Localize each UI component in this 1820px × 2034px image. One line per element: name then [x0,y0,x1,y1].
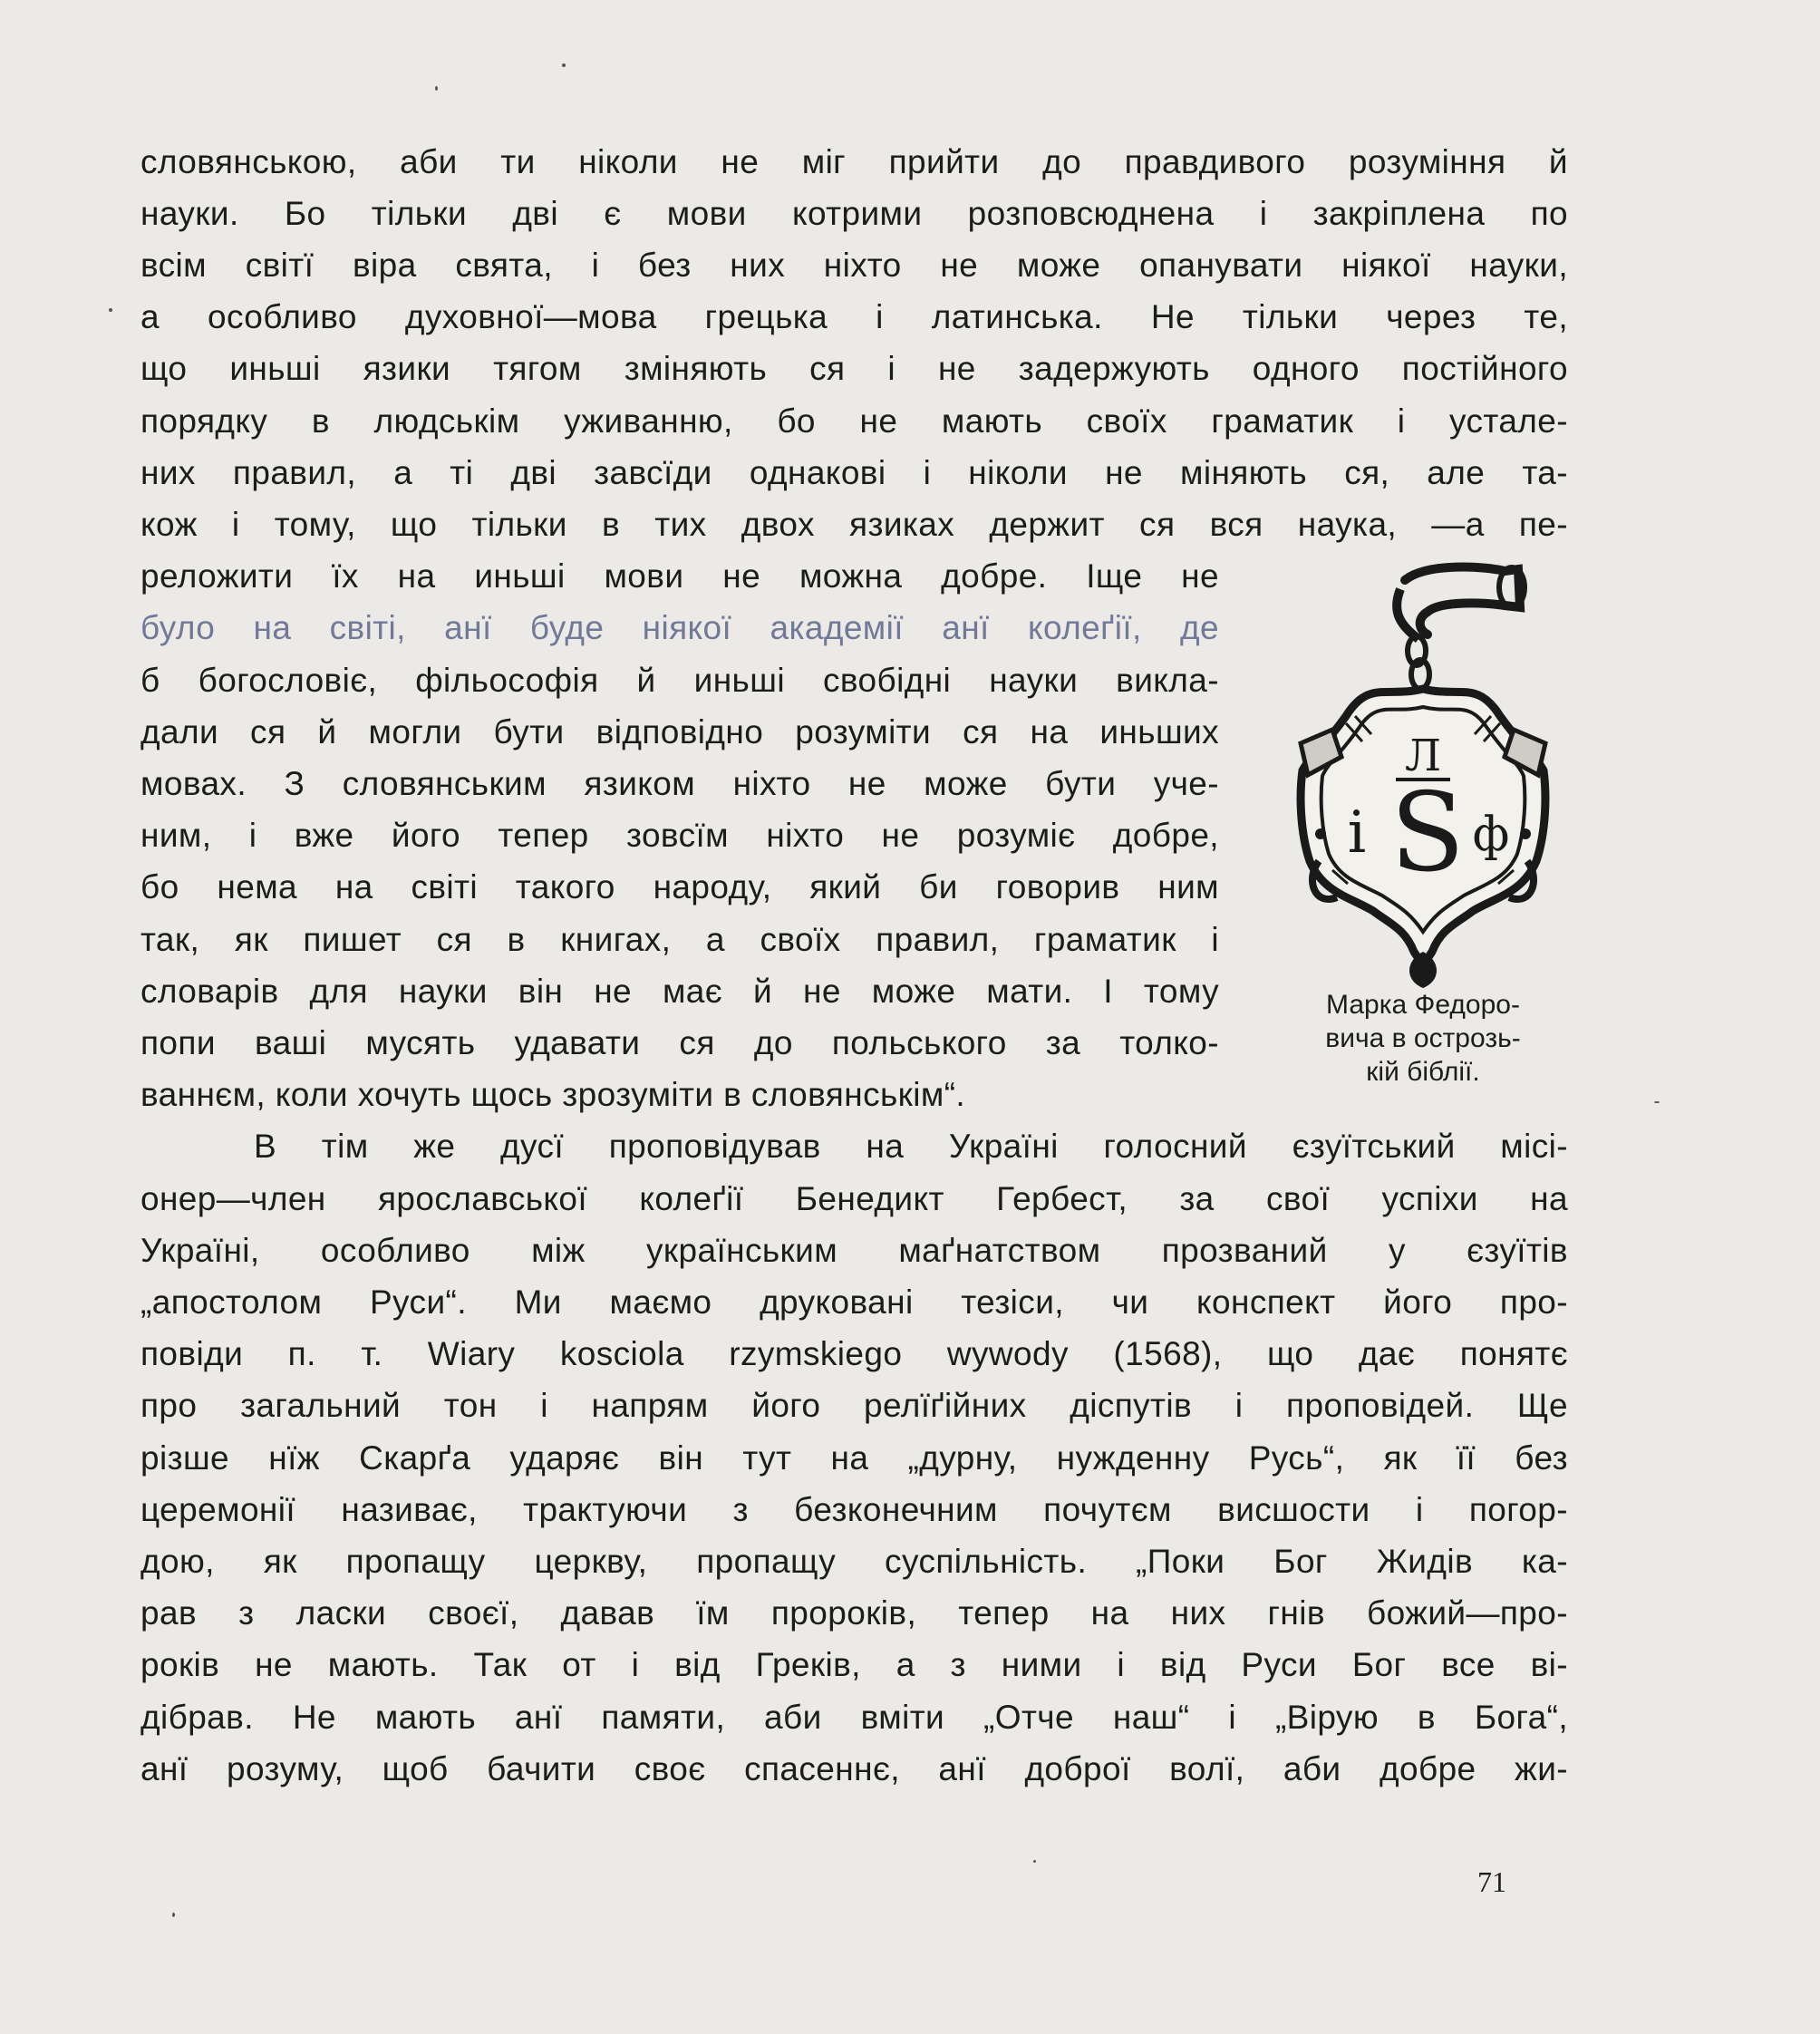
text-line: порядку в людськім уживанню, бо не мають своїх граматик і устале- [140,402,1568,440]
text-line: було на світі, анї буде ніякої академії анї колеґії, де [140,609,1219,646]
paper-speck [562,63,566,67]
paper-speck [109,308,112,312]
fedorovych-mark-emblem [1292,562,1554,988]
text-line: науки. Бо тільки дві є мови котрими розповсюднена і закріплена по [140,195,1568,232]
text-line: що иньші язики тягом зміняють ся і не задержують одного постійного [140,350,1568,387]
text-line: про загальний тон і напрям його релїґійних діспутів і проповідей. Ще [140,1387,1568,1424]
emblem-left-glyph: і [1347,799,1367,867]
paper-speck [1033,1860,1036,1863]
text-line: ним, і вже його тепер зовсїм ніхто не розуміє добре, [140,817,1219,854]
paper-speck [1654,1101,1660,1103]
paper-speck [172,1913,175,1917]
text-line: Україні, особливо між українським маґнатством прозваний у єзуїтів [140,1232,1568,1269]
page-number: 71 [1477,1865,1506,1898]
text-line: повіди п. т. Wiary kosciola rzymskiego wywody (1568), що дає понятє [140,1335,1568,1372]
text-line: ваннєм, коли хочуть щось зрозуміти в словянськім“. [140,1076,966,1113]
text-line: різше нїж Скарґа ударяє він тут на „дурну, нужденну Русь“, як її без [140,1439,1568,1477]
text-line: так, як пишет ся в книгах, а своїх правил, граматик і [140,921,1219,958]
text-line: а особливо духовної—мова грецька і латинська. Не тільки через те, [140,298,1568,335]
text-line: анї розуму, щоб бачити своє спасеннє, анї доброї волї, аби добре жи- [140,1750,1568,1787]
paper-speck [435,86,438,91]
text-line: дібрав. Не мають анї памяти, аби вміти „Отче наш“ і „Вірую в Бога“, [140,1699,1568,1736]
text-line: словарів для науки він не має й не може мати. І тому [140,973,1219,1010]
paragraph-first-line: В тім же дусї проповідував на Україні голосний єзуїтський місі- [254,1128,1568,1165]
text-line: кож і тому, що тільки в тих двох язиках держит ся вся наука, —а пе- [140,506,1568,543]
caption-line: Марка Федоро- [1326,990,1520,1020]
text-line: бо нема на світі такого народу, який би говорив ним [140,868,1219,906]
text-line: реложити їх на иньші мови не можна добре. Іще не [140,557,1219,595]
emblem-center-glyph: S [1389,770,1466,896]
text-line: онер—член ярославської колеґії Бенедикт Гербест, за свої успіхи на [140,1180,1568,1217]
figure-caption [1269,988,1577,1089]
text-line: всім світї віра свята, і без них ніхто не може опанувати ніякої науки, [140,247,1568,284]
text-line: словянською, аби ти ніколи не міг прийти до правдивого розуміння й [140,143,1568,180]
text-line: них правил, а ті дві завсїди однакові і ніколи не міняють ся, але та- [140,454,1568,491]
text-line: рав з ласки своєї, давав їм пророків, тепер на них гнів божий—про- [140,1594,1568,1632]
printers-mark-figure [1292,562,1554,988]
text-line: мовах. З словянським язиком ніхто не може бути уче- [140,765,1219,802]
text-line: попи ваші мусять удавати ся до польського за толко- [140,1024,1219,1061]
text-line: дою, як пропащу церкву, пропащу суспільність. „Поки Бог Жидів ка- [140,1543,1568,1580]
caption-line: кій біблії. [1366,1057,1480,1087]
caption-line: вича в острозь- [1325,1023,1521,1053]
emblem-right-glyph: ф [1472,808,1510,862]
text-line: дали ся й могли бути відповідно розуміти ся на иньших [140,713,1219,751]
text-line: церемонії називає, трактуючи з безконечним почутєм висшости і погор- [140,1491,1568,1528]
text-line: „апостолом Руси“. Ми маємо друковані тезіси, чи конспект його про- [140,1283,1568,1321]
emblem-top-glyph: Л [1404,731,1442,781]
text-line: років не мають. Так от і від Греків, а з ними і від Руси Бог все ві- [140,1646,1568,1683]
text-line: б богословіє, фільософія й иньші свобідні науки викла- [140,662,1219,699]
